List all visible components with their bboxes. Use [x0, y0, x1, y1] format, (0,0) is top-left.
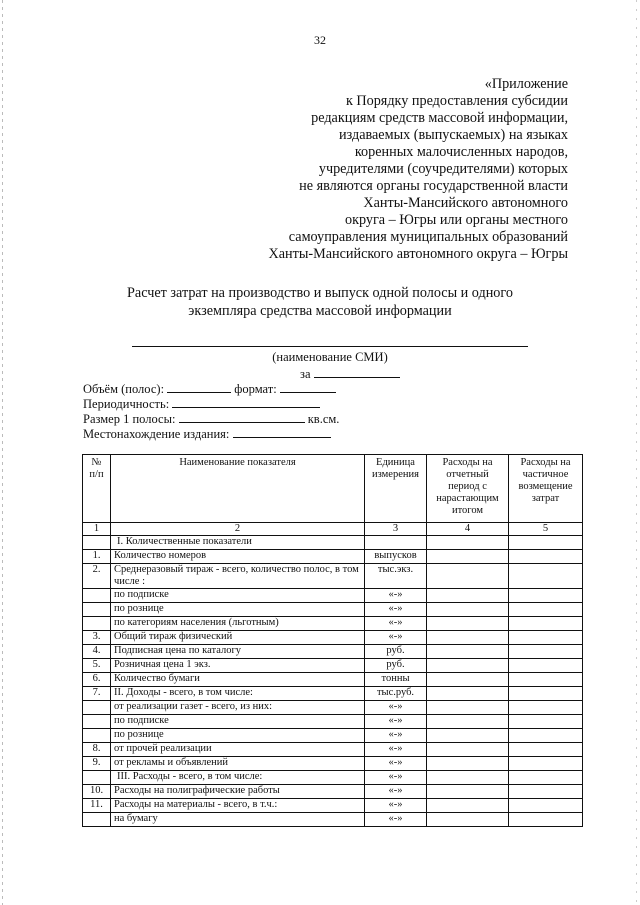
title-line: экземпляра средства массовой информации: [188, 303, 452, 319]
row-compensation: [509, 701, 583, 715]
page-size-unit: кв.см.: [307, 412, 340, 426]
row-period-costs: [427, 536, 509, 550]
appendix-line: издаваемых (выпускаемых) на языках: [339, 127, 568, 143]
row-period-costs: [427, 715, 509, 729]
row-number: [83, 701, 111, 715]
row-compensation: [509, 659, 583, 673]
row-period-costs: [427, 729, 509, 743]
row-indicator-name: II. Доходы - всего, в том числе:: [111, 687, 365, 701]
row-compensation: [509, 687, 583, 701]
row-compensation: [509, 729, 583, 743]
row-period-costs: [427, 631, 509, 645]
row-period-costs: [427, 799, 509, 813]
row-compensation: [509, 564, 583, 589]
row-compensation: [509, 673, 583, 687]
scan-edge-left: [2, 0, 3, 905]
table-row: [83, 757, 583, 771]
document-title: [90, 284, 550, 320]
row-unit: «-»: [365, 631, 427, 645]
row-indicator-name: по подписке: [111, 715, 365, 729]
location-blank: [233, 426, 331, 438]
volume-label: Объём (полос):: [83, 382, 165, 396]
row-unit: «-»: [365, 617, 427, 631]
row-period-costs: [427, 785, 509, 799]
appendix-line: коренных малочисленных народов,: [354, 144, 568, 160]
row-unit: тыс.экз.: [365, 564, 427, 589]
periodicity-label: Периодичность:: [83, 397, 170, 411]
appendix-line: не являются органы государственной власти: [299, 178, 568, 194]
row-compensation: [509, 631, 583, 645]
row-compensation: [509, 715, 583, 729]
row-unit: «-»: [365, 757, 427, 771]
row-unit: выпусков: [365, 550, 427, 564]
row-number: [83, 589, 111, 603]
row-compensation: [509, 785, 583, 799]
appendix-line: «Приложение: [484, 76, 568, 92]
row-period-costs: [427, 813, 509, 827]
row-number: 8.: [83, 743, 111, 757]
row-unit: руб.: [365, 645, 427, 659]
title-line: Расчет затрат на производство и выпуск одной полосы и одного: [127, 285, 513, 301]
row-compensation: [509, 799, 583, 813]
table-row: [83, 715, 583, 729]
table-row: [83, 701, 583, 715]
row-indicator-name: Количество номеров: [111, 550, 365, 564]
row-compensation: [509, 536, 583, 550]
table-row: [83, 659, 583, 673]
row-period-costs: [427, 771, 509, 785]
row-period-costs: [427, 617, 509, 631]
column-number-row: [83, 523, 583, 536]
row-period-costs: [427, 645, 509, 659]
row-number: 7.: [83, 687, 111, 701]
row-indicator-name: от реализации газет - всего, из них:: [111, 701, 365, 715]
row-indicator-name: Количество бумаги: [111, 673, 365, 687]
table-row: [83, 785, 583, 799]
table-row: [83, 564, 583, 589]
appendix-line: к Порядку предоставления субсидии: [345, 93, 568, 109]
table-row: [83, 729, 583, 743]
table-row: [83, 631, 583, 645]
header-num: № п/п: [83, 455, 111, 523]
row-period-costs: [427, 673, 509, 687]
row-period-costs: [427, 564, 509, 589]
appendix-header: [148, 76, 568, 263]
row-compensation: [509, 550, 583, 564]
row-number: [83, 536, 111, 550]
row-period-costs: [427, 743, 509, 757]
appendix-line: Ханты-Мансийского автономного округа – Югры: [268, 246, 568, 262]
row-unit: тыс.руб.: [365, 687, 427, 701]
row-unit: «-»: [365, 701, 427, 715]
row-number: [83, 715, 111, 729]
column-number: 2: [111, 523, 365, 536]
media-name-caption: (наименование СМИ): [272, 350, 388, 364]
table-header-row: [83, 455, 583, 523]
scan-edge-right: [636, 0, 637, 905]
row-number: 2.: [83, 564, 111, 589]
row-period-costs: [427, 659, 509, 673]
column-number: 5: [509, 523, 583, 536]
row-indicator-name: от прочей реализации: [111, 743, 365, 757]
row-number: 3.: [83, 631, 111, 645]
row-unit: «-»: [365, 603, 427, 617]
table-row: [83, 536, 583, 550]
row-period-costs: [427, 757, 509, 771]
row-indicator-name: Среднеразовый тираж - всего, количество полос, в том числе :: [111, 564, 365, 589]
column-number: 4: [427, 523, 509, 536]
row-number: 9.: [83, 757, 111, 771]
format-label: формат:: [234, 382, 277, 396]
row-number: [83, 813, 111, 827]
row-unit: «-»: [365, 743, 427, 757]
header-name: Наименование показателя: [111, 455, 365, 523]
row-indicator-name: Подписная цена по каталогу: [111, 645, 365, 659]
table-row: [83, 550, 583, 564]
row-number: 1.: [83, 550, 111, 564]
table-row: [83, 645, 583, 659]
row-indicator-name: по рознице: [111, 729, 365, 743]
header-compensation: Расходы на частичное возмещение затрат: [509, 455, 583, 523]
column-number: 3: [365, 523, 427, 536]
row-indicator-name: Общий тираж физический: [111, 631, 365, 645]
row-unit: «-»: [365, 729, 427, 743]
row-indicator-name: III. Расходы - всего, в том числе:: [111, 771, 365, 785]
row-unit: руб.: [365, 659, 427, 673]
row-unit: тонны: [365, 673, 427, 687]
period-blank: [314, 366, 400, 378]
row-number: 4.: [83, 645, 111, 659]
row-compensation: [509, 757, 583, 771]
header-period-costs: Расходы на отчетный период с нарастающим итогом: [427, 455, 509, 523]
cost-table: [82, 454, 583, 827]
row-unit: «-»: [365, 589, 427, 603]
periodicity-blank: [172, 396, 320, 408]
row-compensation: [509, 617, 583, 631]
table-row: [83, 673, 583, 687]
row-period-costs: [427, 603, 509, 617]
row-indicator-name: Расходы на материалы - всего, в т.ч.:: [111, 799, 365, 813]
row-unit: «-»: [365, 771, 427, 785]
row-indicator-name: по подписке: [111, 589, 365, 603]
row-number: 5.: [83, 659, 111, 673]
row-period-costs: [427, 701, 509, 715]
period-label: за: [300, 367, 311, 381]
row-unit: «-»: [365, 799, 427, 813]
media-name-blank-line: [132, 346, 528, 347]
table-row: [83, 603, 583, 617]
row-number: [83, 771, 111, 785]
appendix-line: самоуправления муниципальных образований: [288, 229, 568, 245]
row-compensation: [509, 743, 583, 757]
row-number: 11.: [83, 799, 111, 813]
column-number: 1: [83, 523, 111, 536]
row-number: 10.: [83, 785, 111, 799]
row-indicator-name: Розничная цена 1 экз.: [111, 659, 365, 673]
table-row: [83, 813, 583, 827]
row-indicator-name: по категориям населения (льготным): [111, 617, 365, 631]
row-number: [83, 617, 111, 631]
table-row: [83, 743, 583, 757]
row-indicator-name: по рознице: [111, 603, 365, 617]
table-row: [83, 617, 583, 631]
row-indicator-name: I. Количественные показатели: [111, 536, 365, 550]
page-size-label: Размер 1 полосы:: [83, 412, 176, 426]
row-unit: «-»: [365, 813, 427, 827]
row-indicator-name: на бумагу: [111, 813, 365, 827]
appendix-line: редакциям средств массовой информации,: [311, 110, 568, 126]
row-compensation: [509, 603, 583, 617]
table-row: [83, 687, 583, 701]
page-size-blank: [179, 411, 305, 423]
appendix-line: Ханты-Мансийского автономного: [363, 195, 568, 211]
page-number: 32: [314, 33, 326, 47]
row-indicator-name: Расходы на полиграфические работы: [111, 785, 365, 799]
table-body: [83, 536, 583, 827]
row-number: [83, 603, 111, 617]
row-compensation: [509, 645, 583, 659]
row-indicator-name: от рекламы и объявлений: [111, 757, 365, 771]
row-unit: [365, 536, 427, 550]
appendix-line: округа – Югры или органы местного: [344, 212, 568, 228]
row-unit: «-»: [365, 785, 427, 799]
location-label: Местонахождение издания:: [83, 427, 230, 441]
header-unit: Единица измерения: [365, 455, 427, 523]
appendix-line: учредителями (соучредителями) которых: [318, 161, 568, 177]
row-number: 6.: [83, 673, 111, 687]
row-period-costs: [427, 589, 509, 603]
row-compensation: [509, 813, 583, 827]
row-compensation: [509, 589, 583, 603]
row-period-costs: [427, 550, 509, 564]
row-number: [83, 729, 111, 743]
table-row: [83, 589, 583, 603]
location-field: [83, 426, 331, 443]
row-period-costs: [427, 687, 509, 701]
table-row: [83, 799, 583, 813]
table-row: [83, 771, 583, 785]
row-compensation: [509, 771, 583, 785]
format-blank: [280, 381, 336, 393]
row-unit: «-»: [365, 715, 427, 729]
volume-blank: [167, 381, 231, 393]
